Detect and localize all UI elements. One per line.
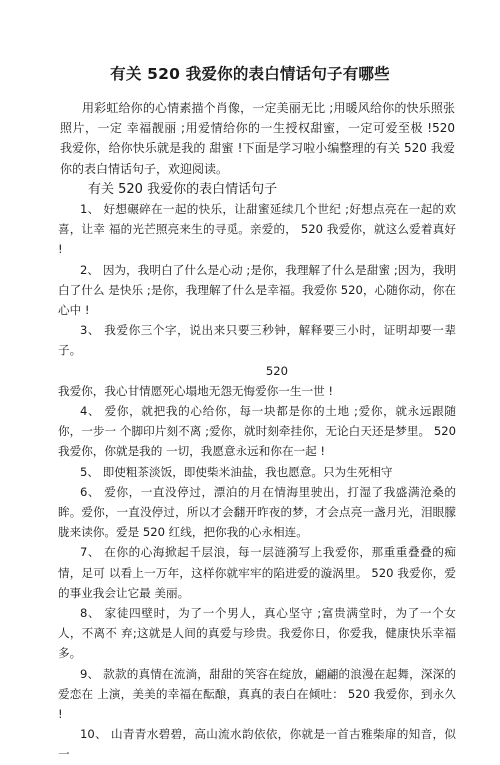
paragraph-6: 6、 爱你，一直没停过，漂泊的月在情海里驶出，打湿了我盛满沧桑的眸。爱你，一直没停过，所以才会翻开昨夜的梦，才会点亮一盏月光，泪眼朦胧来读你。爱是 520 红线，把你我的心永相连。 bbox=[58, 484, 456, 540]
paragraph-9: 9、 款款的真情在流淌，甜甜的笑容在绽放，翩翩的浪漫在起舞，深深的爱恋在 上演，美美的幸福在酝酿，真真的表白在倾吐： 520 我爱你，到永久 ! bbox=[58, 666, 456, 722]
paragraph-1: 1、 好想碾碎在一起的快乐，让甜蜜延续几个世纪 ;好想点亮在一起的欢喜，让幸 福的光芒照亮来生的寻觅。亲爱的， 520 我爱你，就这么爱着真好 ! bbox=[58, 202, 456, 257]
paragraph-10: 10、 山青青水碧碧，高山流水韵依依，你就是一首古雅柴扉的知音，似一 bbox=[58, 727, 456, 762]
paragraph-3-continued: 我爱你，我心甘情愿死心塌地无怨无悔爱你一生一世 ! bbox=[58, 383, 333, 398]
article-body bbox=[58, 199, 456, 765]
paragraph-5: 5、 即使粗茶淡饭，即使柴米油盐，我也愿意。只为生死相守 bbox=[80, 464, 393, 479]
page-title: 有关 520 我爱你的表白情话句子有哪些 bbox=[110, 65, 390, 83]
paragraph-2: 2、 因为，我明白了什么是心动 ;是你，我理解了什么是甜蜜 ;因为，我明白了什么 是快乐 ;是你，我理解了什么是幸福。我爱你 520，心随你动，你在心中 ! bbox=[58, 262, 456, 318]
paragraph-8: 8、 家徒四壁时，为了一个男人，真心坚守 ;富贵满堂时，为了一个女人，不离不 弃;这就是人间的真爱与珍贵。我爱你日，你爱我，健康快乐幸福多。 bbox=[58, 606, 456, 661]
paragraph-3: 3、 我爱你三个字，说出来只要三秒钟，解释要三小时，证明却要一辈子。 bbox=[58, 323, 456, 358]
intro-paragraph: 用彩虹给你的心情素描个肖像，一定美丽无比 ;用暖风给你的快乐照张照片，一定 幸福靓丽 ;用爱情给你的一生授权甜蜜，一定可爱至极 !520 我爱你，给你快乐就是我的 甜蜜 !下面是学习啦小编整理的有关 520 我爱你的表白情话句子，欢迎阅读。 bbox=[60, 101, 455, 176]
paragraph-4: 4、 爱你，就把我的心给你，每一块都是你的土地 ;爱你，就永远跟随你，一步一 个脚印片刻不离 ;爱你，就时刻牵挂你，无论白天还是梦里。 520 我爱你，你就是我的 一切，我愿意永远和你在一起 ! bbox=[58, 404, 456, 459]
section-subtitle: 有关 520 我爱你的表白情话句子 bbox=[88, 182, 278, 197]
paragraph-520: 520 bbox=[265, 363, 289, 378]
paragraph-7: 7、 在你的心海掀起千层浪，每一层涟漪写上我爱你，那重重叠叠的痴情，足可 以看上一万年，这样你就牢牢的陷进爱的漩涡里。 520 我爱你，爱的事业我会让它最 美丽。 bbox=[58, 545, 456, 600]
